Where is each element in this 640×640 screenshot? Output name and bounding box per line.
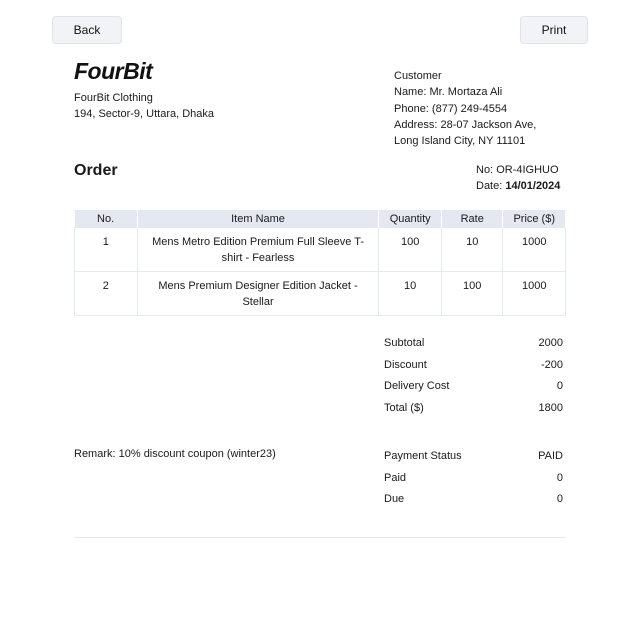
paid-label: Paid [384,471,407,484]
header-price: Price ($) [503,210,566,228]
items-table [74,210,566,316]
payment-status-row [384,446,563,468]
due-row [384,489,563,511]
subtotal-value: 2000 [538,337,563,349]
customer-address-line2: Long Island City, NY 11101 [394,135,526,148]
remark: Remark: 10% discount coupon (winter23) [74,448,276,460]
order-date-value: 14/01/2024 [505,180,561,192]
company-address: 194, Sector-9, Uttara, Dhaka [74,108,215,120]
total-label: Total ($) [384,402,424,415]
table-row [75,228,566,272]
company-name: FourBit Clothing [74,92,153,104]
cell-quantity: 10 [379,272,442,316]
subtotal-row [384,333,563,355]
company-logo: FourBit [74,58,153,84]
bottom-divider [74,537,566,538]
payment-summary [384,446,563,511]
totals-summary [384,333,563,420]
delivery-cost-label: Delivery Cost [384,380,450,393]
cell-price: 1000 [503,272,566,316]
customer-heading: Customer [394,70,442,82]
discount-label: Discount [384,358,427,371]
header-no: No. [75,210,138,228]
payment-status-label: Payment Status [384,450,462,462]
order-number-value: OR-4IGHUO [496,164,559,176]
customer-name: Name: Mr. Mortaza Ali [394,86,503,99]
paid-row [384,468,563,490]
discount-row [384,355,563,377]
order-number: No: OR-4IGHUO [476,164,559,176]
subtotal-label: Subtotal [384,337,425,349]
cell-quantity: 100 [379,228,442,272]
cell-no: 1 [75,228,138,272]
table-header-row [75,210,566,228]
order-title: Order [74,162,118,179]
total-row [384,398,563,420]
table-row [75,272,566,316]
due-label: Due [384,493,405,506]
payment-status-value: PAID [538,450,563,462]
header-quantity: Quantity [379,210,442,228]
order-date: Date: 14/01/2024 [476,180,561,192]
customer-info [394,68,536,149]
discount-value: -200 [540,358,563,371]
delivery-cost-row [384,376,563,398]
customer-phone: Phone: (877) 249-4554 [394,102,508,115]
cell-price: 1000 [503,228,566,272]
print-button[interactable]: Print [520,16,588,44]
header-item-name: Item Name [137,210,379,228]
cell-rate: 100 [441,272,502,316]
cell-no: 2 [75,272,138,316]
header-rate: Rate [441,210,502,228]
total-value: 1800 [538,402,563,415]
cell-item-name: Mens Premium Designer Edition Jacket - Stellar [137,272,379,316]
delivery-cost-value: 0 [556,380,563,393]
due-value: 0 [556,493,563,506]
cell-item-name: Mens Metro Edition Premium Full Sleeve T-shirt - Fearless [137,228,379,272]
back-button[interactable]: Back [52,16,122,44]
cell-rate: 10 [441,228,502,272]
customer-address-line1: Address: 28-07 Jackson Ave, [394,118,537,131]
order-meta [476,162,560,194]
paid-value: 0 [556,471,563,484]
